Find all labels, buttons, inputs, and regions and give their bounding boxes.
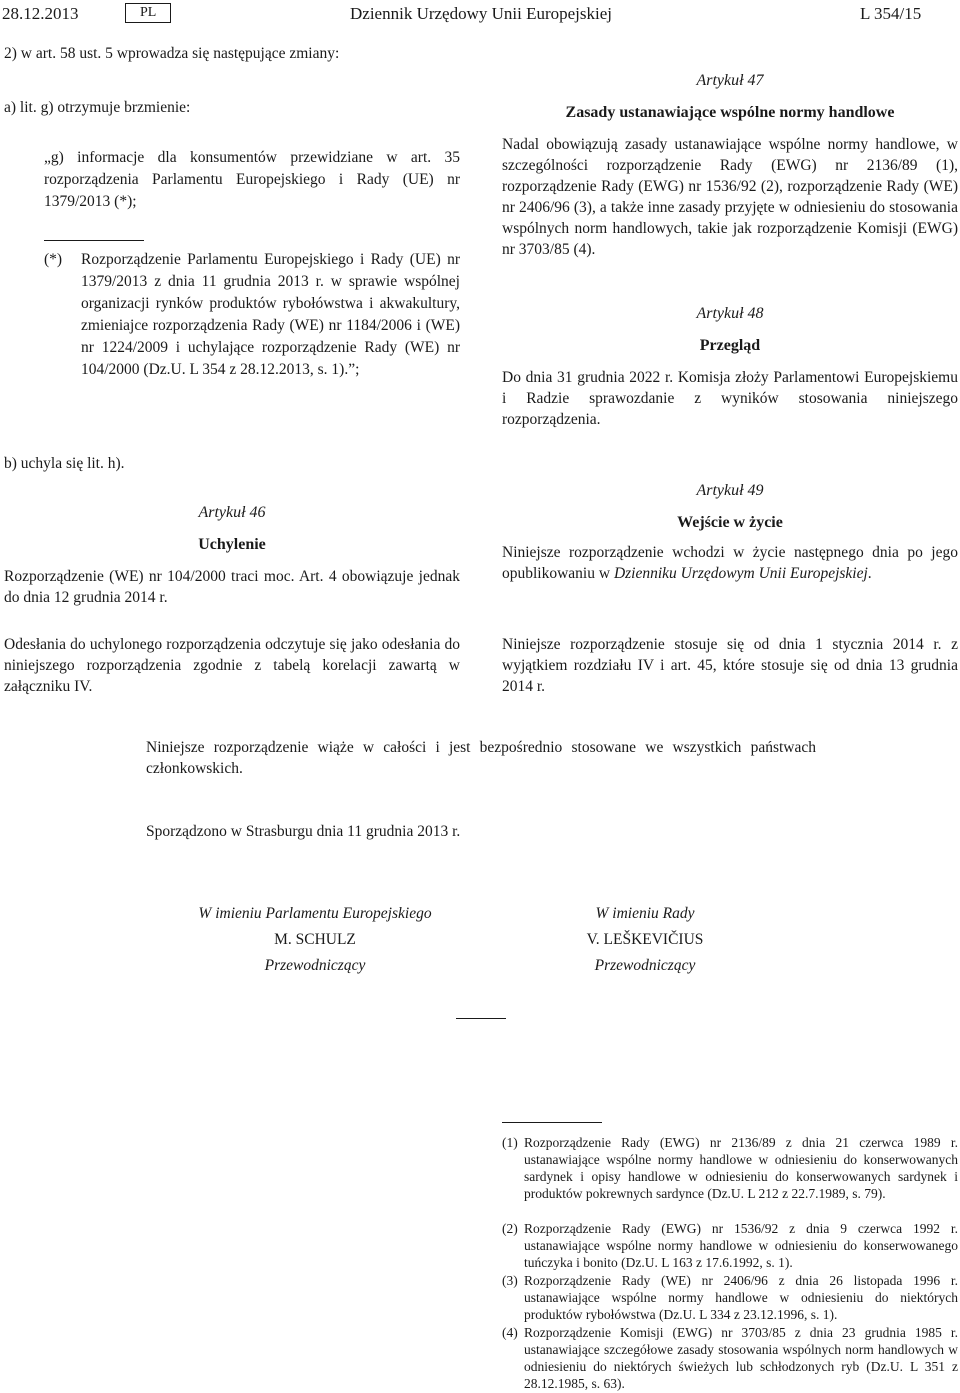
signature-right-role: Przewodniczący xyxy=(594,957,696,974)
binding-statement: Niniejsze rozporządzenie wiąże w całości i jest bezpośrednio stosowane we wszystkich państwach członkowskich. xyxy=(146,739,816,777)
page-reference: L 354/15 xyxy=(860,4,922,23)
footnote-text: Rozporządzenie Rady (EWG) nr 2136/89 z dnia 21 czerwca 1989 r. ustanawiające wspólne normy handlowe w odniesieniu do konserwowanych sardynek i opisy handlowe w odniesieniu do konserwowanych sardynek i produktów pokrewnych sardynce (Dz.U. L 212 z 22.7.1989, s. 79). xyxy=(524,1135,958,1201)
article-48-title: Artykuł 48 xyxy=(696,305,764,322)
signature-left-organisation: W imieniu Parlamentu Europejskiego xyxy=(198,905,432,922)
footnote-item xyxy=(502,1220,958,1271)
end-rule xyxy=(456,1018,506,1019)
done-at-statement: Sporządzono w Strasburgu dnia 11 grudnia 2013 r. xyxy=(146,823,461,840)
article-49-text-c: . xyxy=(867,565,872,582)
article-49-paragraph-1 xyxy=(502,542,958,584)
footnote-item xyxy=(502,1272,958,1323)
footnote-mark: (3) xyxy=(502,1273,518,1288)
article-48-heading: Przegląd xyxy=(699,337,761,354)
article-46-title: Artykuł 46 xyxy=(198,504,266,521)
footnote-text: Rozporządzenie Rady (EWG) nr 1536/92 z dnia 9 czerwca 1992 r. ustanawiające wspólne normy handlowe w odniesieniu do konserwowanego tuńczyka i bonito (Dz.U. L 163 z 17.6.1992, s. 1). xyxy=(524,1221,958,1270)
amendment-item-2: 2) w art. 58 ust. 5 wprowadza się następujące zmiany: xyxy=(4,45,340,62)
quoted-footnote-mark: (*) xyxy=(44,251,63,268)
journal-name-italic: Dzienniku Urzędowym Unii Europejskiej xyxy=(613,565,868,582)
article-46-heading: Uchylenie xyxy=(198,536,266,553)
signature-right-name: V. LEŠKEVIČIUS xyxy=(586,931,704,948)
footnote-mark: (2) xyxy=(502,1221,518,1236)
article-49-paragraph-2: Niniejsze rozporządzenie stosuje się od dnia 1 stycznia 2014 r. z wyjątkiem rozdziału IV i art. 45, które stosuje się od dnia 13 grudnia 2014 r. xyxy=(502,636,958,695)
footnotes-separator xyxy=(502,1122,602,1123)
article-47-text: Nadal obowiązują zasady ustanawiające wspólne normy handlowe, w szczególności rozporządzenie Rady (EWG) nr 2136/89 (1), rozporządzenie Rady (EWG) nr 1536/92 (2), rozporządzenie Rady (WE) nr 2406/96 (3), a także inne zasady przyjęte w odniesieniu do stosowania wspólnych norm handlowych, takie jak rozporządzenie Komisji (EWG) nr 3703/85 (4). xyxy=(502,136,958,258)
quoted-footnote-text: Rozporządzenie Parlamentu Europejskiego i Rady (UE) nr 1379/2013 z dnia 11 grudnia 2013 r. w sprawie wspólnej organizacji rynków produktów rybołówstwa i akwakultury, zmieniajce rozporządzenia Rady (WE) nr 1184/2006 i (WE) nr 1224/2009 i uchylające rozporządzenie Rady (WE) nr 104/2000 (Dz.U. L 354 z 28.12.2013, s. 1).”; xyxy=(81,251,460,378)
amendment-item-a: a) lit. g) otrzymuje brzmienie: xyxy=(4,99,191,116)
footnote-mark: (1) xyxy=(502,1135,518,1150)
article-49-text-a: Niniejsze rozporządzenie wchodzi w życie następnego dnia po jego opublikowaniu w xyxy=(502,544,958,582)
footnote-text: Rozporządzenie Rady (WE) nr 2406/96 z dnia 26 listopada 1996 r. ustanawiające wspólne normy handlowe w odniesieniu do niektórych produktów rybołówstwa (Dz.U. L 334 z 23.12.1996, s. 1). xyxy=(524,1273,958,1322)
footnote-mark: (4) xyxy=(502,1325,518,1340)
signature-left-role: Przewodniczący xyxy=(264,957,366,974)
footnote-separator xyxy=(44,240,144,241)
language-badge: PL xyxy=(125,3,171,23)
footnote-item xyxy=(502,1134,958,1202)
footnote-item xyxy=(502,1324,958,1392)
signature-left-name: M. SCHULZ xyxy=(274,931,356,948)
footnote-text: Rozporządzenie Komisji (EWG) nr 3703/85 z dnia 23 grudnia 1985 r. ustanawiające szczegółowe zasady stosowania wspólnych norm handlowych w odniesieniu do niektórych świeżych lub schłodzonych ryb (Dz.U. L 351 z 28.12.1985, s. 63). xyxy=(524,1325,958,1391)
article-49-heading: Wejście w życie xyxy=(677,514,783,531)
journal-title: Dziennik Urzędowy Unii Europejskiej xyxy=(350,4,613,23)
header-date: 28.12.2013 xyxy=(2,4,79,23)
article-48-paragraph: Do dnia 31 grudnia 2022 r. Komisja złoży Parlamentowi Europejskiemu i Radzie sprawozdanie z wyników stosowania niniejszego rozporządzenia. xyxy=(502,369,958,428)
signature-right-organisation: W imieniu Rady xyxy=(595,905,695,922)
amendment-item-b: b) uchyla się lit. h). xyxy=(4,455,125,472)
article-46-paragraph-2: Odesłania do uchylonego rozporządzenia odczytuje się jako odesłania do niniejszego rozporządzenia zgodnie z tabelą korelacji zawartą w załączniku IV. xyxy=(4,636,460,695)
article-47-title: Artykuł 47 xyxy=(696,72,764,89)
quoted-footnote xyxy=(44,249,460,381)
quoted-amendment: „g) informacje dla konsumentów przewidziane w art. 35 rozporządzenia Parlamentu Europejskiego i Rady (UE) nr 1379/2013 (*); xyxy=(44,149,460,210)
article-47-heading: Zasady ustanawiające wspólne normy handlowe xyxy=(565,104,895,121)
article-49-title: Artykuł 49 xyxy=(696,482,764,499)
article-46-paragraph-1: Rozporządzenie (WE) nr 104/2000 traci moc. Art. 4 obowiązuje jednak do dnia 12 grudnia 2014 r. xyxy=(4,568,460,606)
article-47-paragraph xyxy=(502,134,958,260)
